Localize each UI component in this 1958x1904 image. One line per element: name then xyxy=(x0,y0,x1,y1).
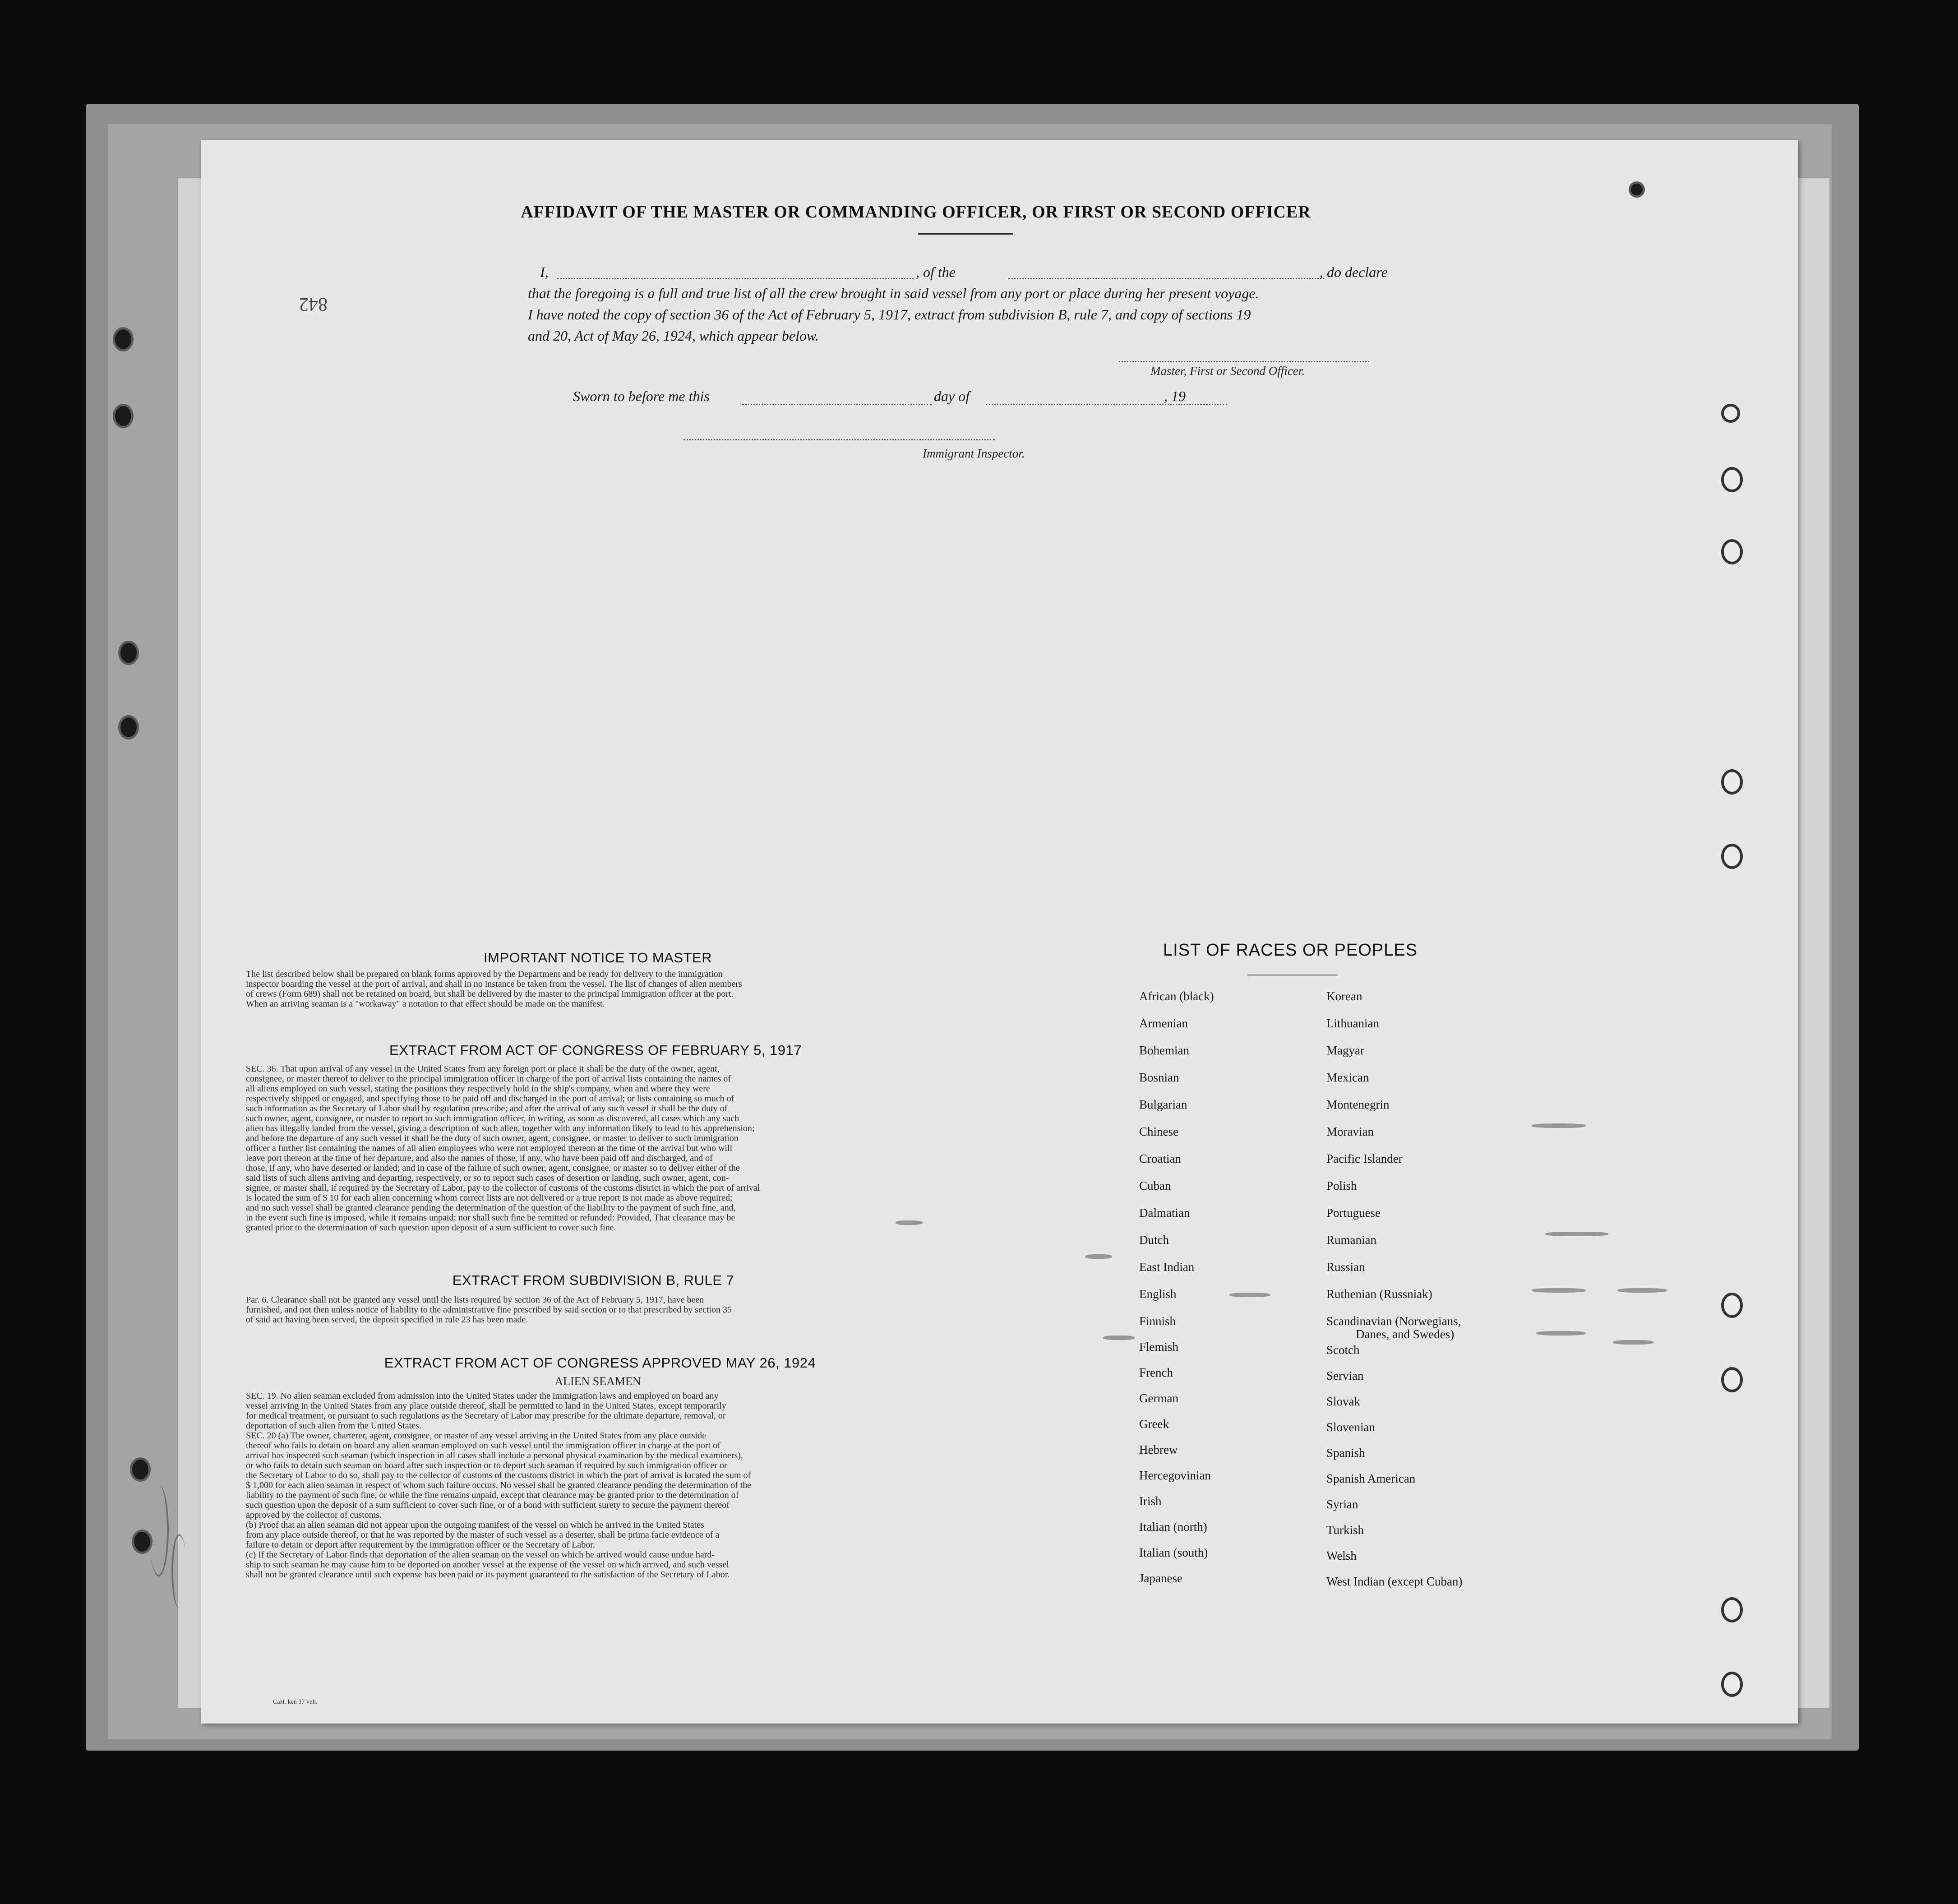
punch-hole xyxy=(1721,769,1743,795)
race-item: Irish xyxy=(1139,1494,1162,1508)
ink-speck xyxy=(1085,1254,1112,1259)
text-line: granted prior to the determination of such question upon deposit of a sum sufficient to cover such fine. xyxy=(246,1223,616,1233)
text-line: all aliens employed on such vessel, stating the positions they respectively hold in the ship's company, when and where they were xyxy=(246,1084,710,1094)
race-item: Pacific Islander xyxy=(1326,1152,1403,1165)
text-line: of said act having been served, the deposit specified in rule 23 has been made. xyxy=(246,1315,528,1325)
race-item: Mexican xyxy=(1326,1071,1369,1084)
notice-text xyxy=(246,969,923,1009)
affidavit-title: AFFIDAVIT OF THE MASTER OR COMMANDING OFFICER, OR FIRST OR SECOND OFFICER xyxy=(521,203,1311,222)
text-line: in the event such fine is imposed, while it remains unpaid; nor shall such fine be remitted or refunded: Provided, That clearance may be xyxy=(246,1213,735,1223)
text-line: the Secretary of Labor to do so, shall pay to the collector of customs of the customs district in which the port of arrival is located the sum of xyxy=(246,1470,751,1480)
text-line: (c) If the Secretary of Labor finds that deportation of the alien seaman on the vessel on which he arrived would cause undue hard- xyxy=(246,1550,715,1560)
text-line: SEC. 20 (a) The owner, charterer, agent, consignee, or master of any vessel arriving in the United States from any place outside xyxy=(246,1431,706,1441)
race-item: Bosnian xyxy=(1139,1071,1179,1084)
text-line: and before the departure of any such vessel it shall be the duty of such owner, agent, consignee, or master to deliver to such immigration xyxy=(246,1133,739,1143)
race-item: Hercegovinian xyxy=(1139,1469,1211,1482)
race-item: Bulgarian xyxy=(1139,1098,1187,1111)
text-line: (b) Proof that an alien seaman did not appear upon the outgoing manifest of the vessel on which he arrived in the United States xyxy=(246,1520,704,1530)
race-item: Armenian xyxy=(1139,1017,1188,1030)
race-item: Lithuanian xyxy=(1326,1017,1379,1030)
race-item: Hebrew xyxy=(1139,1443,1178,1456)
text-line: consignee, or master thereof to deliver to the principal immigration officer in charge of the port of arrival lists containing the names of xyxy=(246,1074,731,1084)
race-item: Croatian xyxy=(1139,1152,1181,1165)
text-line: those, if any, who have deserted or landed; and in case of the failure of such owner, agent, consignee, or master so to deliver either of the xyxy=(246,1163,740,1173)
race-item: Italian (south) xyxy=(1139,1546,1208,1559)
text-line: When an arriving seaman is a "workaway" a notation to that effect should be made on the manifest. xyxy=(246,999,605,1009)
extract-1917-text xyxy=(246,1064,923,1233)
race-item: Flemish xyxy=(1139,1340,1179,1354)
race-item: Danes, and Swedes) xyxy=(1356,1327,1455,1341)
race-item: African (black) xyxy=(1139,989,1214,1003)
master-signature-line xyxy=(1119,361,1369,362)
punch-hole xyxy=(1721,404,1740,423)
race-item: English xyxy=(1139,1287,1177,1301)
race-item: Ruthenian (Russniak) xyxy=(1326,1287,1432,1301)
declaration-line: I have noted the copy of section 36 of the Act of February 5, 1917, extract from subdivision B, rule 7, and copy of sections 19 xyxy=(528,306,1251,323)
punch-hole xyxy=(1721,1293,1743,1318)
text-line: from any place outside thereof, or that he was reported by the master of such vessel as a deserter, shall be prima facie evidence of a xyxy=(246,1530,720,1540)
title-underline xyxy=(918,233,1013,235)
rule7-text xyxy=(246,1295,923,1325)
text-line: said lists of such aliens arriving and departing, respectively, or so to report such cases of desertion or landing, such owner, agent, con- xyxy=(246,1173,729,1183)
ink-speck xyxy=(1536,1331,1586,1336)
race-item: Magyar xyxy=(1326,1044,1364,1057)
ink-speck xyxy=(1532,1288,1586,1293)
punch-hole xyxy=(1721,1367,1743,1392)
race-item: Syrian xyxy=(1326,1497,1358,1511)
text-line: and no such vessel shall be granted clearance pending the determination of the question of the liability to the payment of such fine, and, xyxy=(246,1203,736,1213)
punch-hole xyxy=(1721,467,1743,492)
extract-1924-subtitle: ALIEN SEAMEN xyxy=(554,1375,641,1388)
race-item: Portuguese xyxy=(1326,1206,1381,1220)
text-line: shall not be granted clearance until such expense has been paid or its payment guaranteed to the satisfaction of the Secretary of Labor. xyxy=(246,1570,730,1580)
race-item: Welsh xyxy=(1326,1549,1357,1562)
race-item: Italian (north) xyxy=(1139,1520,1207,1534)
binder-hole xyxy=(113,327,134,351)
ink-speck xyxy=(1532,1123,1586,1128)
rule7-title: EXTRACT FROM SUBDIVISION B, RULE 7 xyxy=(452,1272,734,1288)
race-item: Servian xyxy=(1326,1369,1364,1382)
sworn-label: Sworn to before me this xyxy=(573,388,710,404)
year-blank xyxy=(1198,404,1227,405)
race-item: Rumanian xyxy=(1326,1233,1376,1247)
race-item: Chinese xyxy=(1139,1125,1178,1138)
text-line: vessel arriving in the United States from any place outside thereof, shall be permitted to land in the United States, except temporarily xyxy=(246,1401,726,1411)
pencil-mark xyxy=(149,1484,169,1576)
race-item: Finnish xyxy=(1139,1314,1176,1328)
race-item: Korean xyxy=(1326,989,1362,1003)
text-line: furnished, and not then unless notice of liability to the administrative fine prescribed by said section or to that prescribed by section 35 xyxy=(246,1305,732,1315)
binder-hole xyxy=(118,641,139,665)
declaration-of-the: , of the xyxy=(916,264,956,280)
text-line: of crews (Form 689) shall not be retained on board, but shall be delivered by the master to the principal immigration officer at the port. xyxy=(246,989,734,999)
form-code: CaH. ken 37 vnh. xyxy=(273,1699,318,1705)
race-item: Russian xyxy=(1326,1260,1365,1274)
handwritten-number: 842 xyxy=(299,294,328,314)
ink-speck xyxy=(1617,1288,1667,1293)
day-blank xyxy=(742,404,932,405)
text-line: deportation of such alien from the United States. xyxy=(246,1421,421,1431)
race-item: Dalmatian xyxy=(1139,1206,1190,1220)
day-of-label: day of xyxy=(934,388,970,404)
master-signature-label: Master, First or Second Officer. xyxy=(1150,364,1305,378)
extract-1924-text xyxy=(246,1391,923,1580)
race-item: Montenegrin xyxy=(1326,1098,1390,1111)
race-item: Spanish xyxy=(1326,1446,1365,1460)
text-line: The list described below shall be prepared on blank forms approved by the Department and be ready for delivery to the immigration xyxy=(246,969,723,979)
ink-speck xyxy=(1229,1293,1270,1297)
text-line: liability to the payment of such fine, or while the fine remains unpaid, except that clearance may be granted prior to the determination of xyxy=(246,1490,739,1500)
race-item: East Indian xyxy=(1139,1260,1195,1274)
race-item: Slovenian xyxy=(1326,1420,1375,1434)
race-item: Slovak xyxy=(1326,1395,1361,1408)
race-item: West Indian (except Cuban) xyxy=(1326,1575,1463,1588)
text-line: Par. 6. Clearance shall not be granted any vessel until the lists required by section 36 of the Act of February 5, 1917, have been xyxy=(246,1295,704,1305)
text-line: alien has illegally landed from the vessel, giving a description of such alien, together with any information likely to lead to his apprehension; xyxy=(246,1123,755,1133)
binder-hole xyxy=(130,1457,151,1482)
text-line: respectively shipped or engaged, and specifying those to be paid off and discharged in the port of arrival; or lists containing so much of xyxy=(246,1094,734,1104)
text-line: leave port thereon at the time of her departure, and also the names of those, if any, who have been paid off and discharged, and of xyxy=(246,1153,713,1163)
declaration-line: and 20, Act of May 26, 1924, which appear below. xyxy=(528,328,819,344)
race-item: Cuban xyxy=(1139,1179,1171,1192)
inspector-label: Immigrant Inspector. xyxy=(923,447,1025,460)
punch-hole xyxy=(1721,539,1743,564)
extract-1917-title: EXTRACT FROM ACT OF CONGRESS OF FEBRUARY 5, 1917 xyxy=(389,1042,802,1058)
year-label: , 19 xyxy=(1164,388,1186,404)
vessel-blank xyxy=(1008,278,1324,279)
declaration-do-declare: , do declare xyxy=(1320,264,1388,280)
text-line: SEC. 19. No alien seaman excluded from admission into the United States under the immigration laws and employed on board any xyxy=(246,1391,719,1401)
text-line: such question upon the deposit of a sum sufficient to cover such fine, or of a bond with sufficient surety to secure the payment thereof xyxy=(246,1500,730,1510)
text-line: $ 1,000 for each alien seaman in respect of whom such failure occurs. No vessel shall be granted clearance pending the determination of the xyxy=(246,1480,752,1490)
text-line: for medical treatment, or pursuant to such regulations as the Secretary of Labor may prescribe for the ultimate departure, removal, or xyxy=(246,1411,726,1421)
text-line: inspector boarding the vessel at the port of arrival, and shall in no instance be taken from the vessel. The list of changes of alien members xyxy=(246,979,742,989)
text-line: such information as the Secretary of Labor shall by regulation prescribe; and after the arrival of any such vessel it shall be the duty of xyxy=(246,1104,728,1114)
pencil-mark xyxy=(171,1534,187,1608)
punch-hole xyxy=(1629,181,1645,198)
text-line: ship to such seaman he may cause him to be deported on another vessel at the expense of the vessel on which arrived, and such vessel xyxy=(246,1560,729,1570)
text-line: such owner, agent, consignee, or master to report to such immigration officer, in writing, as soon as discovered, all cases which any such xyxy=(246,1114,739,1123)
notice-title: IMPORTANT NOTICE TO MASTER xyxy=(483,950,712,966)
name-blank xyxy=(557,278,914,279)
race-item: Moravian xyxy=(1326,1125,1374,1138)
text-line: SEC. 36. That upon arrival of any vessel in the United States from any foreign port or place it shall be the duty of the owner, agent, xyxy=(246,1064,720,1074)
extract-1924-title: EXTRACT FROM ACT OF CONGRESS APPROVED MAY 26, 1924 xyxy=(384,1355,816,1371)
ink-speck xyxy=(1103,1336,1135,1340)
declaration-i: I, xyxy=(540,264,549,280)
race-item: French xyxy=(1139,1366,1173,1379)
punch-hole xyxy=(1721,1597,1743,1622)
race-item: German xyxy=(1139,1391,1178,1405)
race-item: Greek xyxy=(1139,1417,1169,1431)
manifest-sheet xyxy=(201,140,1798,1724)
binder-hole xyxy=(113,404,134,428)
text-line: arrival has inspected such seaman (which inspection in all cases shall include a personal physical examination by the medical examiners), xyxy=(246,1451,743,1460)
ink-speck xyxy=(896,1220,923,1225)
punch-hole xyxy=(1721,844,1743,869)
race-item: Bohemian xyxy=(1139,1044,1189,1057)
race-item: Scandinavian (Norwegians, xyxy=(1326,1314,1461,1328)
races-title: LIST OF RACES OR PEOPLES xyxy=(1163,941,1418,960)
text-line: failure to detain or deport after requirement by the immigration officer or the Secretary of Labor. xyxy=(246,1540,595,1550)
text-line: or who fails to detain such seaman on board after such inspection or to deport such seaman if required by such immigration officer or xyxy=(246,1460,727,1470)
declaration-line: that the foregoing is a full and true list of all the crew brought in said vessel from any port or place during her present voyage. xyxy=(528,285,1259,301)
binder-hole xyxy=(118,715,139,739)
inspector-signature-line xyxy=(683,439,995,440)
race-item: Polish xyxy=(1326,1179,1357,1192)
text-line: approved by the collector of customs. xyxy=(246,1510,382,1520)
ink-speck xyxy=(1613,1340,1653,1345)
text-line: is located the sum of $ 10 for each alien concerning whom correct lists are not delivered or a true report is not made as above required; xyxy=(246,1193,733,1203)
text-line: thereof who fails to detain on board any alien seaman employed on such vessel until the immigration officer in charge at the port of xyxy=(246,1441,720,1451)
race-item: Scotch xyxy=(1326,1343,1360,1357)
punch-hole xyxy=(1721,1672,1743,1697)
race-item: Turkish xyxy=(1326,1523,1364,1537)
text-line: signee, or master shall, if required by the Secretary of Labor, pay to the collector of customs of the customs district in which the port of arrival xyxy=(246,1183,760,1193)
race-item: Dutch xyxy=(1139,1233,1169,1247)
ink-speck xyxy=(1545,1232,1608,1236)
race-item: Spanish American xyxy=(1326,1472,1416,1485)
race-item: Japanese xyxy=(1139,1571,1182,1585)
text-line: officer a further list containing the names of all alien employees who were not employed thereon at the time of the arrival but who will xyxy=(246,1143,733,1153)
